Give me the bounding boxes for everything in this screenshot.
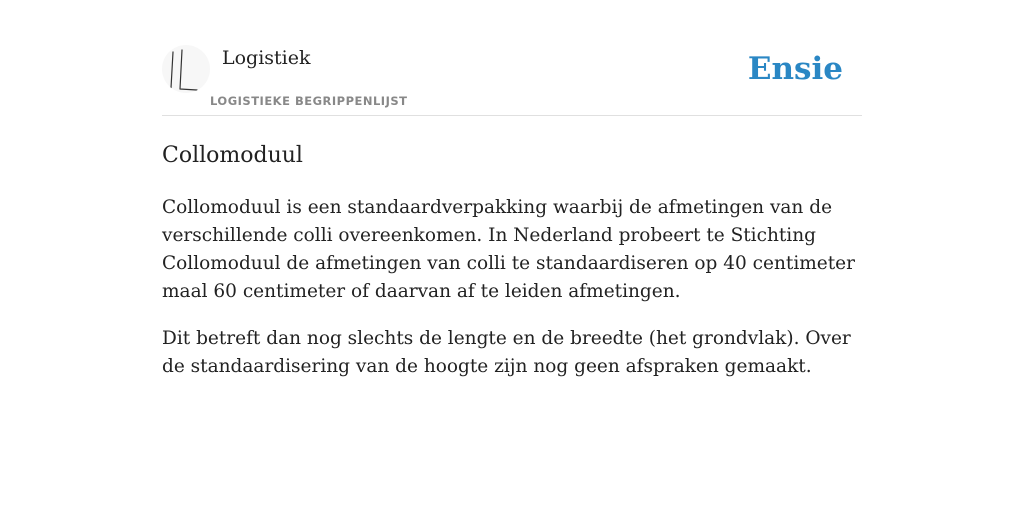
page-title: Collomoduul (162, 143, 303, 168)
brand-logo-link[interactable]: Ensie (747, 51, 843, 87)
site-name[interactable]: Logistiek (222, 47, 311, 69)
page-container (162, 0, 862, 381)
site-logo[interactable] (162, 45, 210, 93)
logo-handwritten-icon (162, 45, 210, 93)
site-subtitle: LOGISTIEKE BEGRIPPENLIJST (210, 94, 408, 108)
page-header (162, 0, 862, 116)
article-body (162, 194, 862, 381)
article-paragraph: Collomoduul is een standaardverpakking waarbij de afmetingen van de verschillende colli overeenkomen. In Nederland probeert te Stichting Collomoduul de afmetingen van colli te standaardiseren op 40 centimeter maal 60 centimeter of daarvan af te leiden afmetingen. (162, 197, 855, 302)
article-paragraph: Dit betreft dan nog slechts de lengte en de breedte (het grondvlak). Over de standaardisering van de hoogte zijn nog geen afspraken gemaakt. (162, 328, 851, 377)
